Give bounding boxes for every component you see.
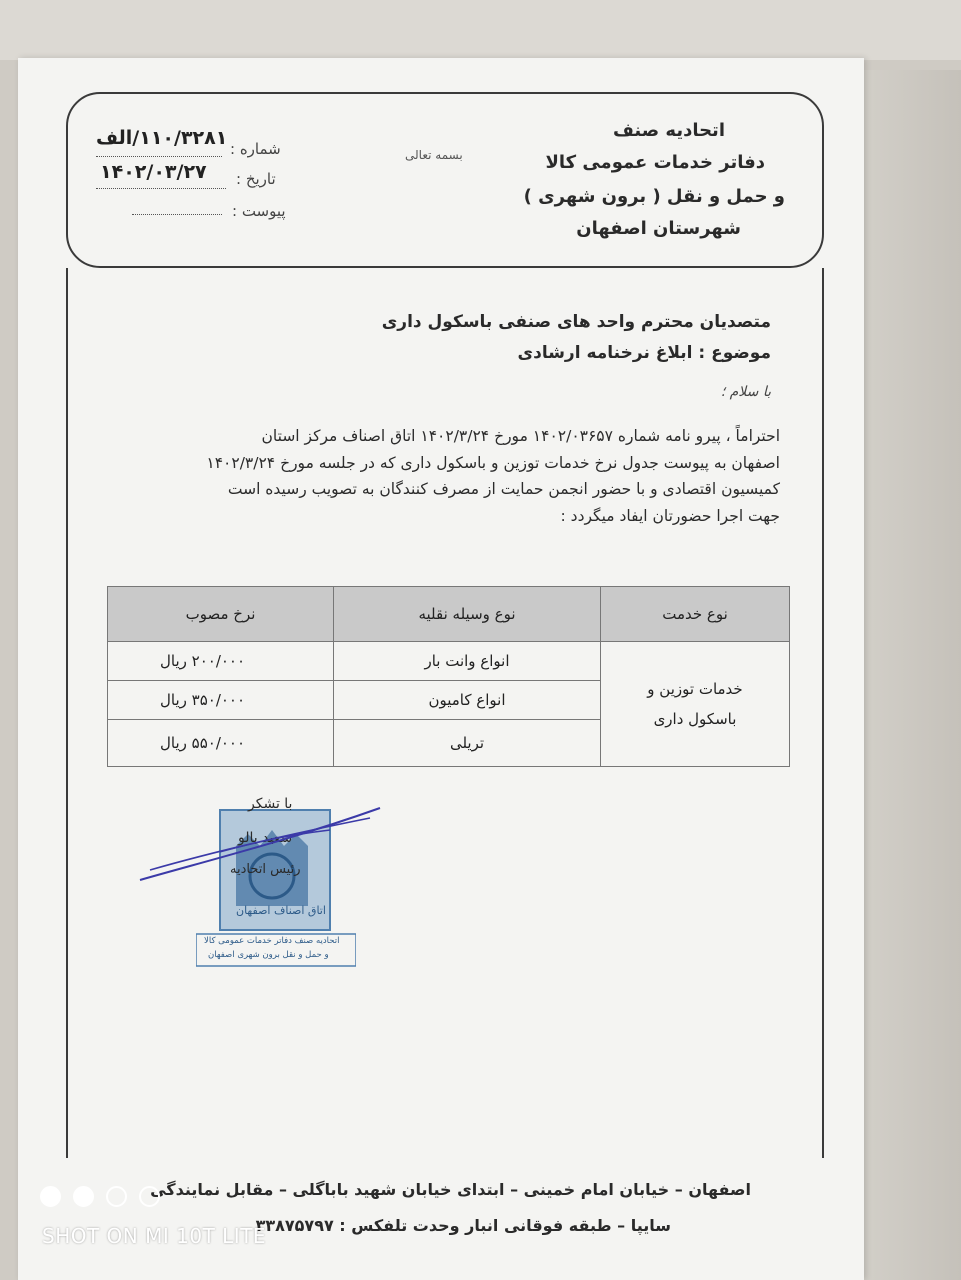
subject-line: موضوع : ابلاغ نرخنامه ارشادی <box>517 343 771 363</box>
org-line-4: شهرستان اصفهان <box>576 218 741 239</box>
body-line-2: اصفهان به پیوست جدول نرخ خدمات توزین و باسکول داری که در جلسه مورخ ۱۴۰۲/۳/۲۴ <box>206 453 780 472</box>
number-label: شماره : <box>230 140 281 158</box>
table-row <box>108 642 790 681</box>
date-label: تاریخ : <box>236 170 276 188</box>
watermark-dot-1 <box>40 1186 61 1207</box>
rate-cell: ۵۵۰/۰۰۰ ریال <box>108 720 334 767</box>
body-line-4: جهت اجرا حضورتان ایفاد میگردد : <box>560 506 780 525</box>
rate-cell: ۲۰۰/۰۰۰ ریال <box>108 642 334 681</box>
service-line-1: خدمات توزین و <box>647 680 743 698</box>
attachment-label: پیوست : <box>232 202 286 220</box>
recipient-line: متصدیان محترم واحد های صنفی باسکول داری <box>381 312 771 332</box>
body-line-1: احتراماً ، پیرو نامه شماره ۱۴۰۲/۰۳۶۵۷ مورخ ۱۴۰۲/۳/۲۴ اتاق اصناف مرکز استان <box>261 427 780 445</box>
table-header-row <box>108 587 790 642</box>
table-surface <box>864 70 961 1280</box>
stamp-text: اتاق اصناف اصفهان <box>236 904 326 917</box>
camera-watermark-dots <box>40 1186 167 1211</box>
signature-scribble <box>130 800 390 890</box>
org-line-1: اتحادیه صنف <box>612 120 725 141</box>
rate-cell: ۳۵۰/۰۰۰ ریال <box>108 681 334 720</box>
date-value: ۱۴۰۲/۰۳/۲۷ <box>100 161 207 183</box>
body-line-3: کمیسیون اقتصادی و با حضور انجمن حمایت از مصرف کنندگان به تصویب رسیده است <box>227 480 780 498</box>
number-value: ۱۱۰/۳۲۸۱/الف <box>96 127 228 149</box>
footer-address-line-2: سایپا – طبقه فوقانی انبار وحدت تلفکس : ۳۳۸۷۵۷۹۷ <box>255 1216 671 1235</box>
header-approved-rate: نرخ مصوب <box>108 587 334 642</box>
watermark-dot-4 <box>139 1186 160 1207</box>
header-service-type: نوع خدمت <box>601 587 790 642</box>
org-line-3: و حمل و نقل ( برون شهری ) <box>523 186 785 207</box>
footer-address-line-1: اصفهان – خیابان امام خمینی – ابتدای خیابان شهید باباگلی – مقابل نمایندگی <box>150 1180 751 1199</box>
vehicle-cell: انواع وانت بار <box>334 642 601 681</box>
background <box>0 0 961 60</box>
greeting: با سلام ؛ <box>720 384 771 400</box>
date-dotline <box>96 188 226 189</box>
attachment-dotline <box>132 214 222 215</box>
service-cell <box>601 642 790 767</box>
stamp-footer-2: و حمل و نقل برون شهری اصفهان <box>208 950 329 960</box>
camera-watermark-text: SHOT ON MI 10T LITE <box>42 1224 267 1248</box>
body-paragraph <box>126 423 780 529</box>
org-line-2: دفاتر خدمات عمومی کالا <box>545 152 765 173</box>
vehicle-cell: تریلی <box>334 720 601 767</box>
rate-table <box>107 586 790 767</box>
closing-text: با تشکر <box>248 796 293 812</box>
stamp-footer-1: اتحادیه صنف دفاتر خدمات عمومی کالا <box>204 936 340 946</box>
header-vehicle-type: نوع وسیله نقلیه <box>334 587 601 642</box>
number-dotline <box>96 156 222 157</box>
watermark-dot-3 <box>106 1186 127 1207</box>
bismillah: بسمه تعالی <box>405 148 463 162</box>
watermark-dot-2 <box>73 1186 94 1207</box>
vehicle-cell: انواع کامیون <box>334 681 601 720</box>
service-line-2: باسکول داری <box>653 710 737 728</box>
signer-name: سعید بالو <box>238 830 293 846</box>
signer-title: رئیس اتحادیه <box>230 862 301 877</box>
